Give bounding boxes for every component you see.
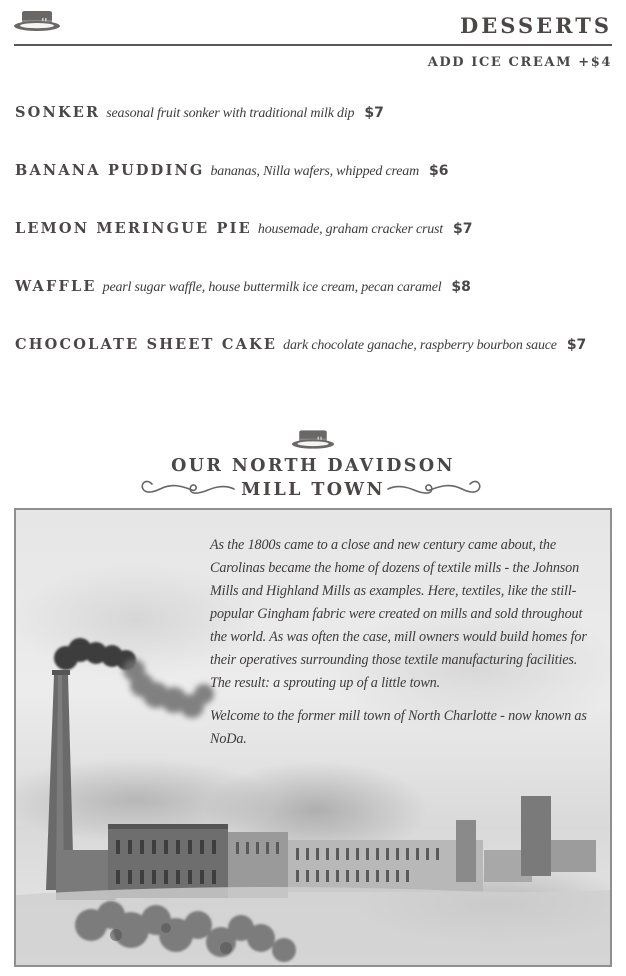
item-name: BANANA PUDDING — [15, 162, 205, 179]
smoke — [54, 638, 136, 670]
menu-item-chocolate-sheet-cake — [15, 336, 586, 354]
menu-item-lemon-meringue-pie — [15, 220, 472, 238]
section-title-desserts: DESSERTS — [460, 13, 612, 38]
header-divider — [14, 44, 612, 46]
item-description: seasonal fruit sonker with traditional milk dip — [106, 106, 355, 121]
flourish-icon — [138, 476, 238, 500]
story-paragraph: As the 1800s came to a close and new century came about, the Carolinas became the home of dozens of textile mills - the Johnson Mills and Highland Mills as examples. Here, textiles, like the still-popular Gingham fabric were created on mills and sold throughout the world. As was often the case, mill owners would build homes for their operatives surrounding those textile manufacturing facilities. The result: a sprouting up of a little town. — [210, 537, 587, 691]
top-hat-icon — [291, 429, 335, 450]
history-title-line1: OUR NORTH DAVIDSON — [171, 456, 455, 476]
story-paragraph: Welcome to the former mill town of North Charlotte - now known as NoDa. — [210, 708, 587, 747]
item-description: pearl sugar waffle, house buttermilk ice cream, pecan caramel — [102, 280, 442, 295]
item-price: $7 — [364, 105, 384, 121]
textile-mill-illustration — [14, 508, 612, 967]
addon-note: ADD ICE CREAM +$4 — [427, 55, 612, 70]
flourish-icon — [384, 476, 484, 500]
menu-item-banana-pudding — [15, 162, 448, 180]
history-title-line2: MILL TOWN — [241, 480, 385, 500]
menu-item-waffle — [15, 278, 471, 296]
menu-item-sonker — [15, 104, 384, 122]
top-hat-icon — [13, 10, 61, 32]
item-name: SONKER — [15, 104, 101, 121]
item-name: LEMON MERINGUE PIE — [15, 220, 252, 237]
history-story — [210, 534, 600, 761]
item-price: $7 — [453, 221, 473, 237]
item-price: $8 — [451, 279, 471, 295]
item-price: $7 — [566, 337, 587, 353]
item-description: housemade, graham cracker crust — [257, 222, 443, 237]
item-price: $6 — [429, 163, 449, 179]
item-name: WAFFLE — [15, 278, 97, 295]
item-description: dark chocolate ganache, raspberry bourbon sauce — [283, 338, 557, 353]
item-description: bananas, Nilla wafers, whipped cream — [210, 164, 419, 179]
item-name: CHOCOLATE SHEET CAKE — [15, 336, 278, 353]
